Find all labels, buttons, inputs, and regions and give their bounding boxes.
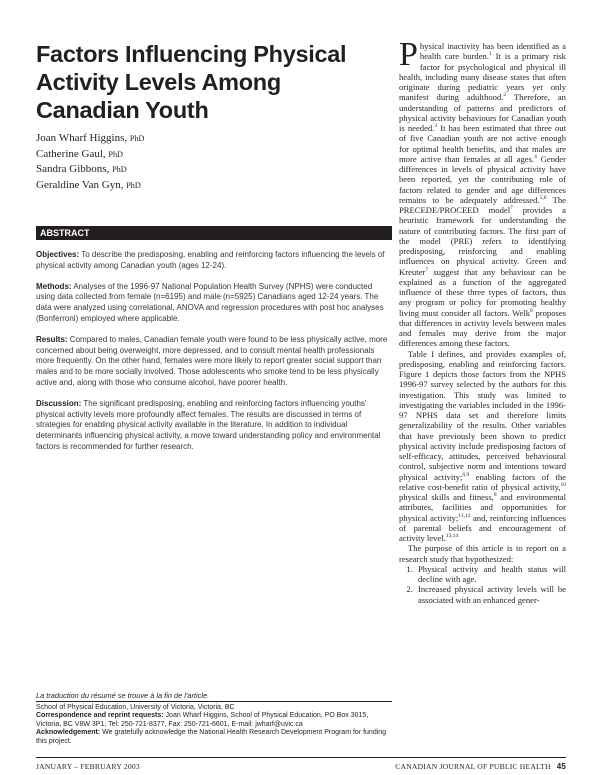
objectives-label: Objectives: (36, 250, 80, 259)
author-degree: PhD (126, 180, 141, 190)
text-run: physical skills and fitness, (399, 492, 494, 502)
body-text-column (399, 36, 567, 605)
author-degree: PhD (112, 165, 127, 174)
abstract-results (36, 335, 392, 389)
author-degree: PhD (129, 134, 145, 143)
text-run: It has been estimated that three out of five Canadian youth are not active enough for optimal health benefits, and that males are more active than females at all ages. (399, 123, 566, 164)
abstract-body (36, 250, 392, 463)
discussion-text: The significant predisposing, enabling and reinforcing factors influencing youths' physical activity levels more profoundly affect females. The results are discussed in terms of strategies for enabling physical activity available in the literature. In addition to individual determinants influencing physical activity, a move toward understanding policy and environmental factors is recommended for further research. (36, 398, 381, 451)
citation: 4 (534, 153, 537, 160)
abstract-heading: ABSTRACT (36, 226, 392, 240)
footnotes (36, 704, 392, 746)
text-run: hysical inactivity has been identified as a health care burden. (419, 41, 566, 62)
text-run: Gender differences in levels of physical activity have been reported, yet the contributing role of factors related to gender and age differences remains to be adequately addressed. (399, 153, 566, 205)
footer-divider (36, 757, 566, 758)
author-list (36, 131, 144, 193)
affiliation: School of Physical Education, University of Victoria, Victoria, BC (36, 704, 235, 711)
methods-text: Analyses of the 1996-97 National Population Health Survey (NPHS) were conducted using data collected from female (n=6195) and male (n=5925) Canadians aged 12-24 years. The data were analyzed using correlational, ANOVA and regression procedures with post hoc analyses (Bonferroni) employed where applicable. (36, 281, 384, 323)
acknowledgement-text: We gratefully acknowledge the National Health Research Development Program for funding this project. (36, 729, 387, 745)
results-label: Results: (36, 334, 68, 344)
purpose-paragraph: The purpose of this article is to report on a research study that hypothesized: (399, 543, 566, 564)
author-degree: PhD (108, 149, 123, 159)
abstract-discussion (36, 399, 392, 453)
abstract-methods (36, 282, 392, 325)
intro-paragraph (399, 36, 567, 349)
text-run: Table I defines, and provides examples of, predisposing, enabling and reinforcing factors. Figure 1 depicts those factors from the NPHS 1996-97 survey selected by the authors for this investigation. This study was limited to investigating the variables included in the 1996-97 NPHS data set and therefore limits generalizability of the results. Other variables that have previously been shown to predict physical activity include predisposing factors of self-efficacy, attitudes, perceived behavioural control, subjective norm and intentions toward physical activity; (399, 348, 566, 482)
citation: 1 (488, 51, 492, 58)
text-run: provides a heuristic framework for understanding the nature of contributing factors. The first part of the model (PRE) refers to identifying predisposing, reinforcing and enabling influences on physical activity. Green and Kreuter (399, 205, 566, 277)
author-name: Joan Wharf Higgins, (36, 132, 128, 144)
translation-note: La traduction du résumé se trouve à la fin de l'article. (36, 691, 210, 700)
text-run: suggest that any behaviour can be explained as a function of the aggregated influence of these three types of factors, thus any program or policy for promoting healthy living must consider all factors. Welk (399, 266, 566, 318)
citation: 10 (560, 481, 566, 488)
text-run: It is a primary risk factor for psychological and physical ill health, including many disease states that often originate during pediatric years yet only manifest during adulthood. (399, 51, 566, 103)
citation: 8 (530, 307, 533, 314)
correspondence (36, 712, 392, 729)
author-name: Geraldine Van Gyn, (36, 178, 124, 191)
issue-date: JANUARY – FEBRUARY 2003 (36, 762, 140, 771)
hypothesis-list (399, 564, 566, 605)
footnote-divider (36, 701, 392, 702)
text-run: enabling factors of the relative cost-benefit ratio of physical activity, (399, 471, 566, 492)
correspondence-text: Joan Wharf Higgins, School of Physical Education, PO Box 3015, Victoria, BC V8W 3P1, Tel: 250-721-8377, Fax: 250-721-6601, E-mail: jwharf@uvic.ca (36, 712, 369, 728)
text-run: and, reinforcing influences of parental beliefs and encouragement of activity level. (399, 512, 566, 543)
citation: 5,6 (539, 194, 547, 201)
article-title: Factors Influencing Physical Activity Levels Among Canadian Youth (36, 41, 347, 123)
body-paragraph (399, 349, 566, 544)
citation: 8 (493, 492, 497, 499)
acknowledgement-label: Acknowledgement: (36, 729, 101, 737)
page-number: 45 (556, 762, 566, 771)
text-run: Therefore, an understanding of patterns and predictors of physical activity behaviours for Canadian youth is needed. (399, 92, 566, 133)
objectives-text: To describe the predisposing, enabling and reinforcing factors influencing the levels of physical activity among Canadian youth (ages 12-24). (36, 250, 385, 270)
text-run: The PRECEDE/PROCEED model (399, 194, 566, 215)
methods-label: Methods: (36, 281, 72, 291)
citation: 6,9 (462, 471, 470, 478)
drop-cap: P (399, 36, 418, 73)
journal-footer (395, 762, 566, 771)
citation: 13,14 (445, 533, 459, 540)
journal-name: CANADIAN JOURNAL OF PUBLIC HEALTH (395, 762, 551, 771)
citation: 2 (503, 92, 507, 99)
discussion-label: Discussion: (36, 398, 82, 408)
author (36, 131, 144, 147)
text-run: proposes that differences in activity levels between males and females may derive from the major differences among these factors. (399, 307, 567, 349)
list-item: 1. Physical activity and health status will decline with age. (415, 564, 566, 585)
author-name: Sandra Gibbons, (36, 163, 110, 175)
author (36, 178, 144, 194)
citation: 7 (510, 205, 513, 212)
list-item: 2. Increased physical activity levels will be associated with an enhanced gener- (415, 584, 566, 605)
text-run: and environmental attributes, facilities and opportunities for physical activity; (399, 492, 567, 523)
author-name: Catherine Gaul, (36, 147, 106, 160)
author (36, 147, 144, 163)
citation: 11,12 (458, 512, 471, 519)
author (36, 162, 144, 178)
acknowledgement (36, 729, 392, 746)
correspondence-label: Correspondence and reprint requests: (36, 712, 164, 720)
results-text: Compared to males, Canadian female youth were found to be less physically active, more concerned about being overweight, more depressed, and to consult mental health professionals more frequently. On the other hand, females were more likely to report greater social support than males and to be more socially involved. Those adolescents who smoke tend to be less physically active and, along with those who consume alcohol, have poorer health. (36, 334, 388, 387)
citation: 3 (434, 123, 438, 130)
citation: 7 (425, 266, 428, 273)
abstract-objectives (36, 250, 392, 272)
